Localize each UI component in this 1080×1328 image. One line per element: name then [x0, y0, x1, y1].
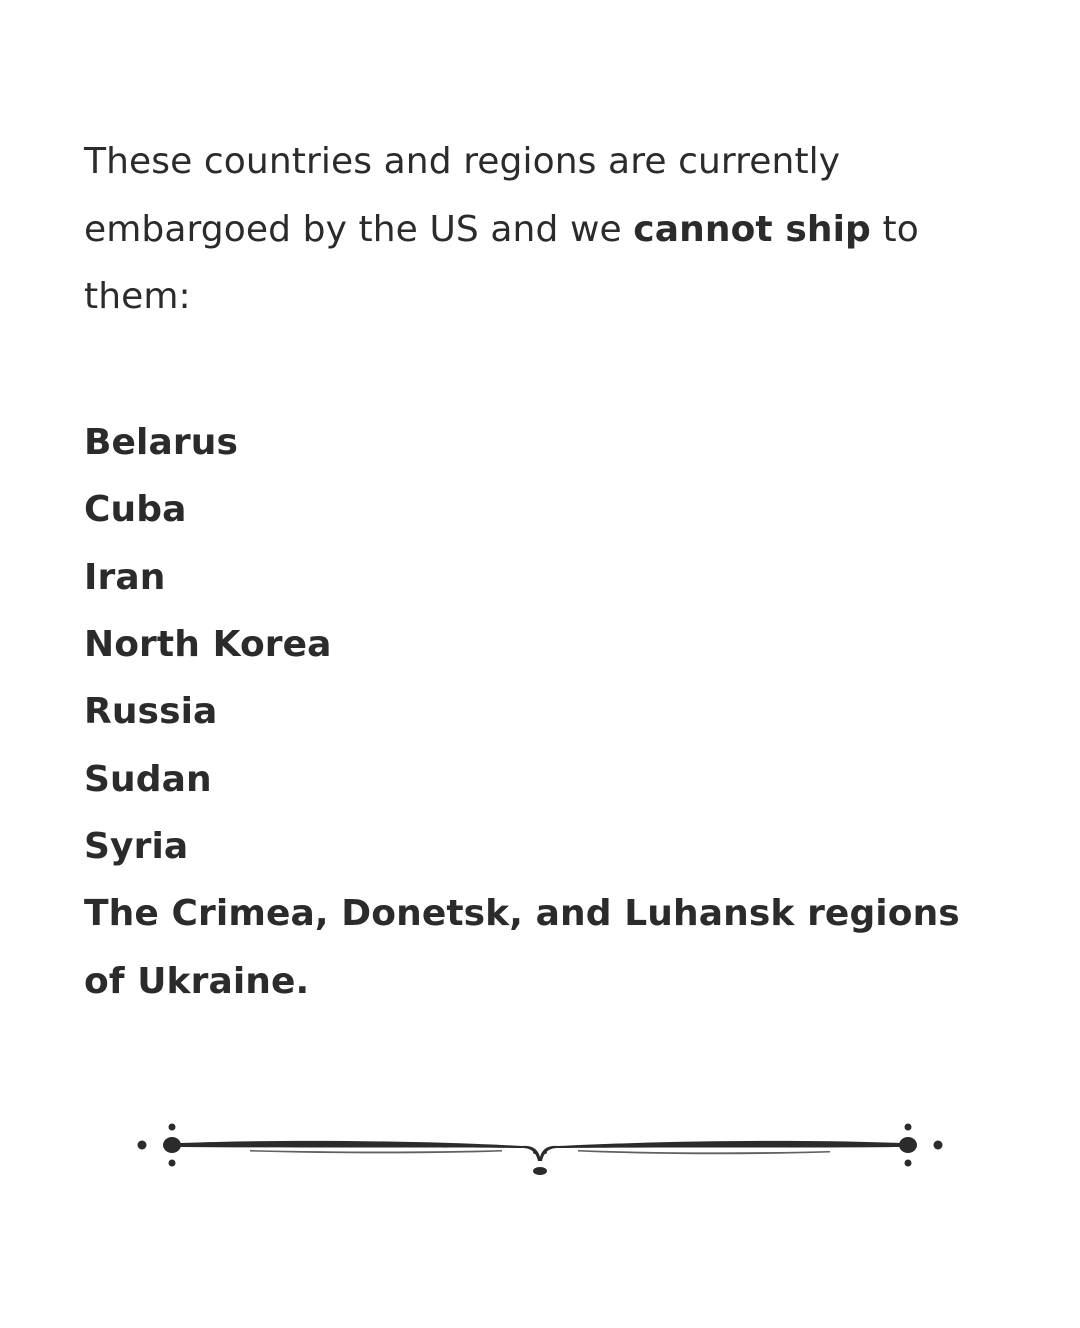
list-item: Cuba — [84, 489, 187, 531]
intro-text-emphasis: cannot ship — [633, 208, 871, 250]
intro-text-after: to them: — [84, 208, 919, 318]
list-item: Iran — [84, 556, 166, 598]
list-item: Syria — [84, 825, 189, 867]
intro-text-before: These countries and regions are currently embargoed by the US and we — [84, 141, 841, 250]
embargoed-country-list — [84, 409, 994, 1015]
list-item: North Korea — [84, 623, 332, 665]
list-item: Sudan — [84, 758, 212, 800]
document-content — [84, 92, 994, 1015]
list-item: Russia — [84, 691, 218, 733]
embargo-intro-paragraph — [84, 128, 994, 331]
ornamental-divider — [0, 1090, 1080, 1200]
list-item: The Crimea, Donetsk, and Luhansk regions of Ukraine. — [84, 893, 960, 1002]
list-item: Belarus — [84, 422, 238, 464]
